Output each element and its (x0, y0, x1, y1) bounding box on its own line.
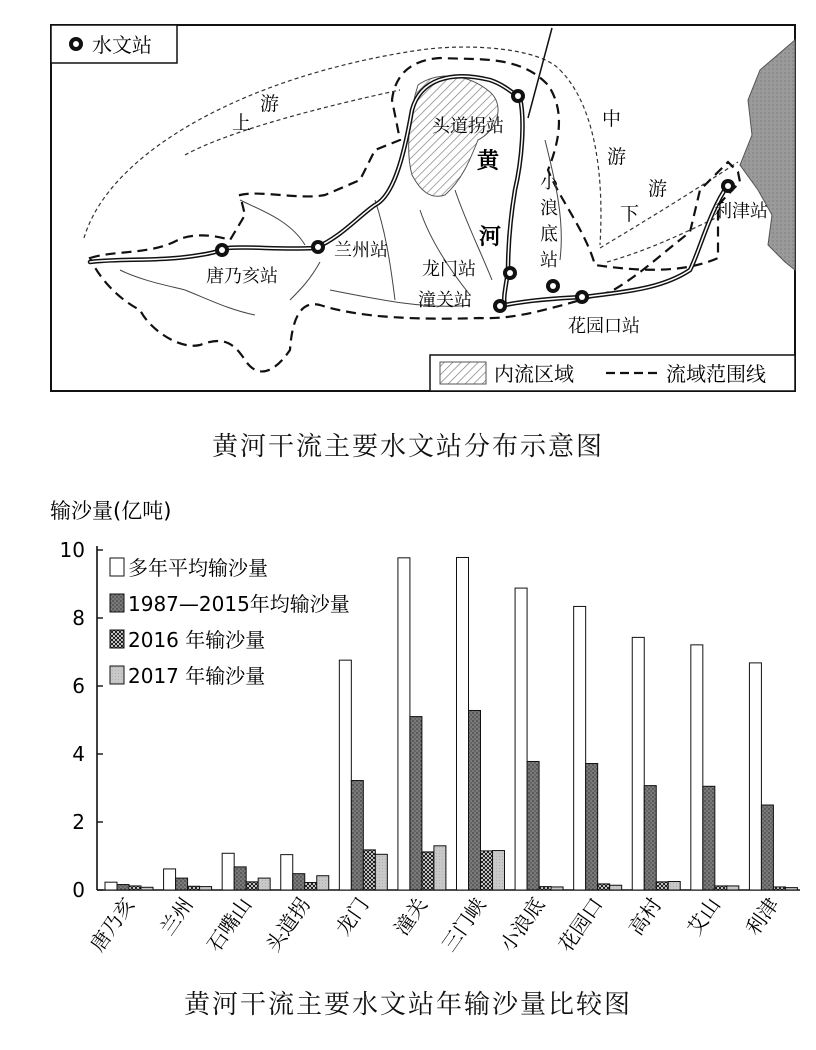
bar-唐乃亥-0 (105, 882, 117, 890)
label-lower-1: 下 (620, 203, 640, 225)
bar-高村-0 (632, 637, 644, 890)
legend-swatch-3 (110, 666, 124, 684)
bar-唐乃亥-3 (141, 887, 153, 890)
bar-小浪底-1 (527, 761, 539, 890)
legend-label-3: 2017 年输沙量 (128, 664, 266, 688)
bar-利津-1 (761, 805, 773, 890)
bar-花园口-1 (586, 764, 598, 890)
label-lijin: 利津站 (714, 201, 768, 222)
bar-艾山-1 (703, 786, 715, 890)
label-river-1: 黄 (477, 149, 500, 174)
label-lower-2: 游 (648, 178, 668, 200)
label-river-2: 河 (479, 225, 502, 250)
map-caption: 黄河干流主要水文站分布示意图 (211, 432, 604, 462)
label-lanzhou: 兰州站 (334, 240, 388, 261)
x-tick-label: 石嘴山 (202, 893, 257, 957)
bar-兰州-1 (176, 878, 188, 890)
bar-艾山-3 (727, 886, 739, 890)
bar-石嘴山-2 (246, 882, 258, 890)
bar-唐乃亥-1 (117, 885, 129, 890)
x-tick-label: 头道拐 (260, 893, 315, 957)
bar-利津-2 (773, 887, 785, 890)
bar-艾山-0 (691, 645, 703, 890)
bar-潼关-1 (410, 717, 422, 890)
bar-小浪底-3 (551, 887, 563, 890)
y-tick-label: 10 (59, 538, 85, 562)
chart-title: 黄河干流主要水文站年输沙量比较图 (183, 990, 632, 1020)
bar-兰州-0 (164, 869, 176, 890)
bar-头道拐-1 (293, 874, 305, 890)
bar-兰州-2 (188, 886, 200, 890)
chart-legend (110, 556, 350, 688)
bar-兰州-3 (200, 887, 212, 890)
legend-inland-label: 内流区域 (494, 362, 574, 386)
x-tick-label: 利津 (740, 893, 784, 940)
y-tick-label: 4 (72, 742, 85, 766)
x-tick-label: 潼关 (389, 893, 433, 940)
label-huayuankou: 花园口站 (568, 316, 640, 337)
bar-利津-0 (749, 663, 761, 890)
bar-潼关-0 (398, 558, 410, 890)
label-xiaolangdi-4: 站 (540, 250, 558, 271)
y-tick-label: 8 (72, 606, 85, 630)
bar-龙门-2 (363, 850, 375, 890)
legend-label-2: 2016 年输沙量 (128, 628, 266, 652)
bar-花园口-2 (598, 884, 610, 890)
label-middle-1: 中 (602, 108, 622, 130)
label-middle-2: 游 (607, 146, 627, 168)
x-tick-labels (85, 893, 783, 956)
bar-头道拐-2 (305, 883, 317, 890)
bar-高村-2 (656, 882, 668, 890)
x-tick-label: 小浪底 (495, 893, 550, 957)
bar-头道拐-3 (317, 876, 329, 890)
label-tongguan: 潼关站 (418, 290, 472, 311)
label-upper-1: 上 (232, 112, 252, 134)
bar-高村-3 (668, 882, 680, 891)
x-tick-label: 唐乃亥 (85, 893, 140, 957)
x-tick-label: 三门峡 (436, 893, 491, 957)
label-toudaoguai: 头道拐站 (432, 116, 504, 137)
y-tick-label: 0 (72, 878, 85, 902)
bar-利津-3 (785, 888, 797, 890)
label-longmen: 龙门站 (422, 259, 476, 280)
x-tick-label: 高村 (623, 893, 667, 940)
bar-花园口-0 (574, 606, 586, 890)
x-tick-label: 艾山 (682, 893, 725, 940)
x-tick-label: 龙门 (330, 893, 374, 940)
legend-swatch-2 (110, 630, 124, 648)
label-tangnaihai: 唐乃亥站 (206, 266, 278, 287)
bar-花园口-3 (610, 885, 622, 890)
bar-潼关-3 (434, 846, 446, 890)
label-upper-2: 游 (260, 93, 280, 115)
bar-石嘴山-3 (258, 878, 270, 890)
bar-龙门-1 (351, 781, 363, 890)
bar-石嘴山-1 (234, 867, 246, 890)
label-xiaolangdi-1: 小 (540, 172, 558, 193)
y-tick-label: 2 (72, 810, 85, 834)
y-axis-label: 输沙量(亿吨) (50, 499, 172, 523)
legend-swatch-1 (110, 594, 124, 612)
bar-三门峡-0 (457, 557, 469, 890)
bar-艾山-2 (715, 886, 727, 890)
legend-label-1: 1987—2015年均输沙量 (128, 592, 350, 616)
bar-小浪底-0 (515, 588, 527, 890)
legend-swatch-0 (110, 558, 124, 576)
bar-唐乃亥-2 (129, 886, 141, 890)
x-tick-label: 兰州 (155, 893, 198, 940)
bar-三门峡-3 (493, 851, 505, 890)
bar-龙门-0 (339, 660, 351, 890)
bar-高村-1 (644, 786, 656, 890)
bar-三门峡-1 (469, 710, 481, 890)
bar-小浪底-2 (539, 887, 551, 890)
legend-station-label: 水文站 (92, 33, 152, 57)
label-xiaolangdi-2: 浪 (540, 198, 558, 219)
y-tick-label: 6 (72, 674, 85, 698)
bar-头道拐-0 (281, 855, 293, 890)
bar-龙门-3 (375, 854, 387, 890)
bar-石嘴山-0 (222, 853, 234, 890)
bar-三门峡-2 (481, 851, 493, 890)
legend-boundary-label: 流域范围线 (666, 362, 766, 386)
legend-label-0: 多年平均输沙量 (128, 556, 268, 580)
bar-潼关-2 (422, 852, 434, 890)
x-tick-label: 花园口 (553, 893, 608, 957)
label-xiaolangdi-3: 底 (540, 224, 558, 245)
